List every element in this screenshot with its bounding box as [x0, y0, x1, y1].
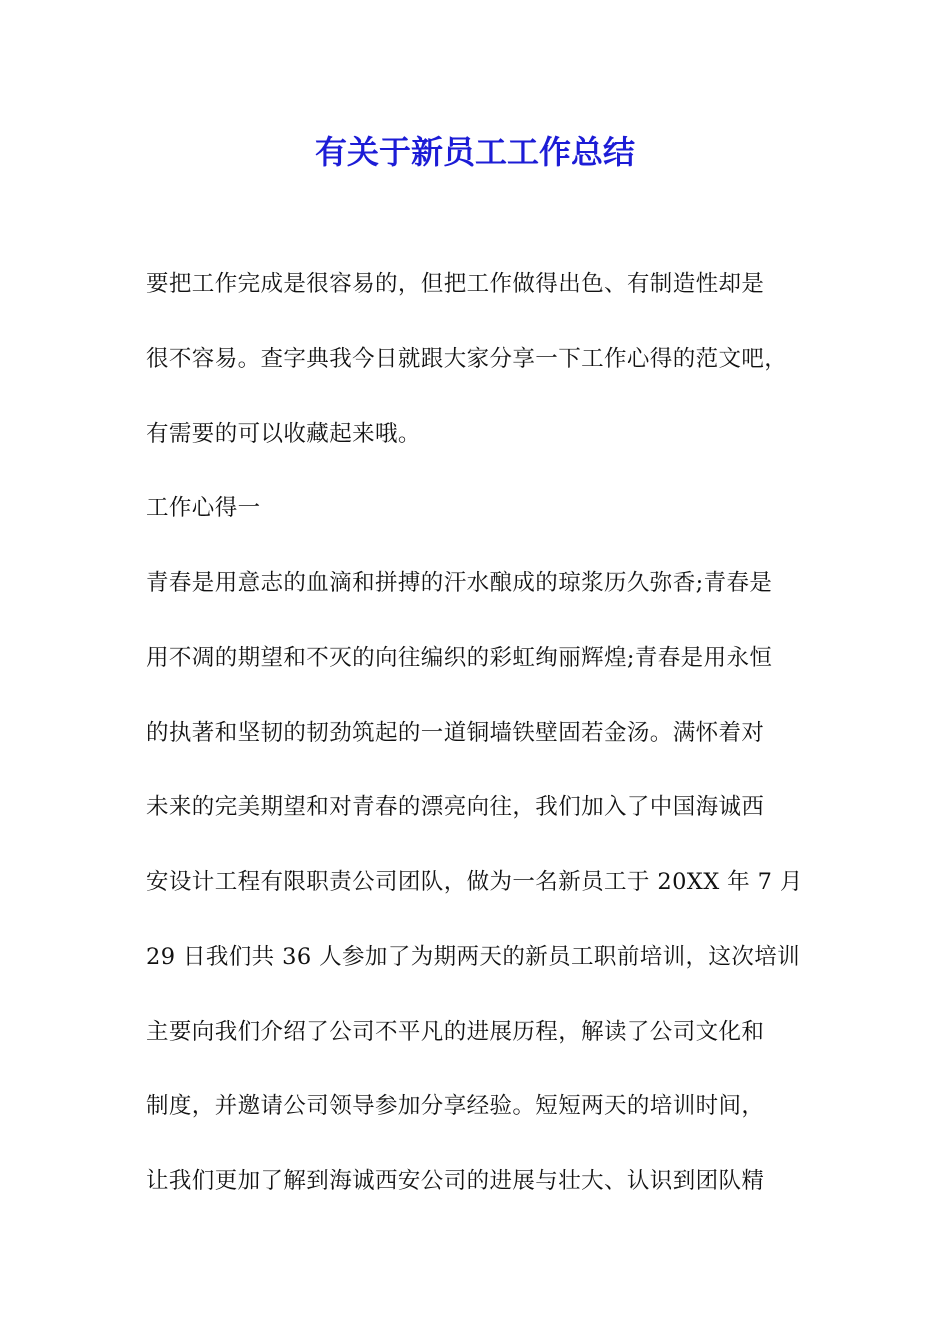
body-line: 未来的完美期望和对青春的漂亮向往，我们加入了中国海诚西 — [146, 794, 765, 820]
body-line: 制度，并邀请公司领导参加分享经验。短短两天的培训时间， — [146, 1093, 765, 1119]
body-line: 的执著和坚韧的韧劲筑起的一道铜墙铁壁固若金汤。满怀着对 — [146, 720, 765, 746]
section-heading: 工作心得一 — [146, 495, 261, 521]
body-line: 要把工作完成是很容易的，但把工作做得出色、有制造性却是 — [146, 271, 765, 297]
body-line: 青春是用意志的血滴和拼搏的汗水酿成的琼浆历久弥香;青春是 — [146, 570, 773, 596]
body-line: 主要向我们介绍了公司不平凡的进展历程，解读了公司文化和 — [146, 1019, 765, 1045]
body-line: 有需要的可以收藏起来哦。 — [146, 421, 421, 447]
document-title: 有关于新员工工作总结 — [314, 133, 635, 171]
body-line: 很不容易。查字典我今日就跟大家分享一下工作心得的范文吧， — [146, 346, 788, 372]
body-line: 用不凋的期望和不灭的向往编织的彩虹绚丽辉煌;青春是用永恒 — [146, 645, 773, 671]
body-line: 让我们更加了解到海诚西安公司的进展与壮大、认识到团队精 — [146, 1168, 765, 1194]
body-line: 安设计工程有限职责公司团队，做为一名新员工于 20XX 年 7 月 — [146, 869, 803, 895]
body-line: 29 日我们共 36 人参加了为期两天的新员工职前培训，这次培训 — [146, 944, 801, 970]
